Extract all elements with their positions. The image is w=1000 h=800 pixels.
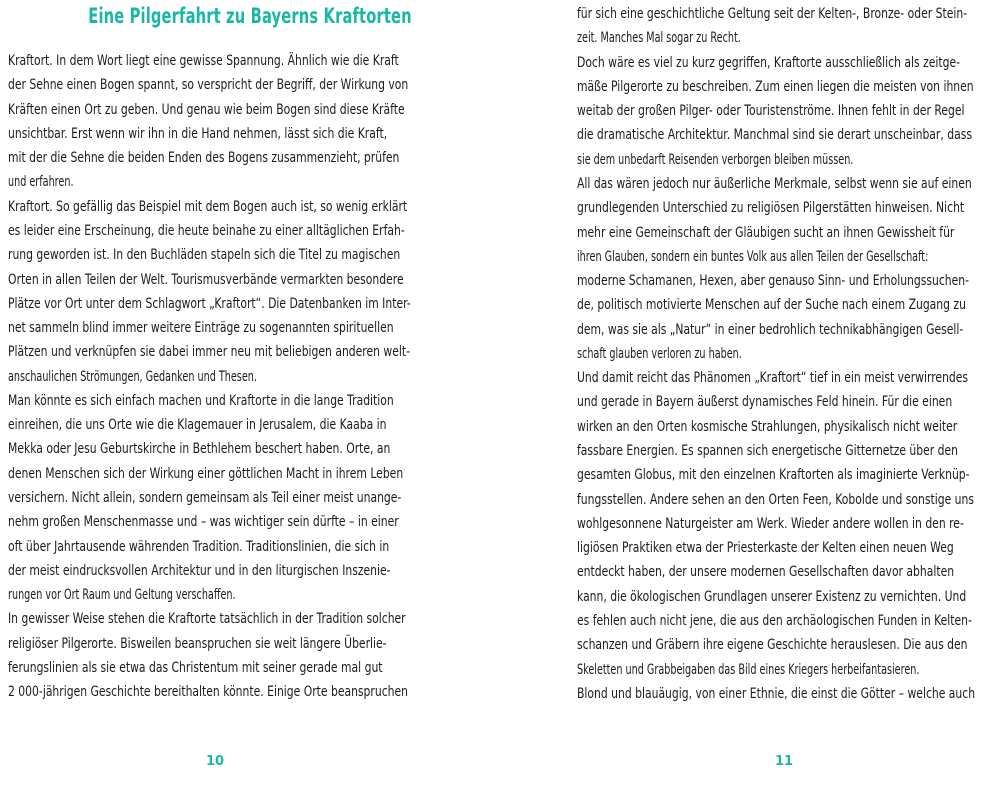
text-line: Plätze vor Ort unter dem Schlagwort „Kraftort“. Die Datenbanken im Inter- — [8, 294, 411, 312]
text-line: unsichtbar. Erst wenn wir ihn in die Hand nehmen, lässt sich die Kraft, — [8, 124, 388, 142]
text-line: mäße Pilgerorte zu beschreiben. Zum einen liegen die meisten von ihnen — [577, 77, 974, 95]
left-page-number: 10 — [205, 754, 225, 769]
text-line: In gewisser Weise stehen die Kraftorte tatsächlich in der Tradition solcher — [8, 610, 406, 628]
text-line: Plätzen und verknüpfen sie dabei immer neu mit beliebigen anderen welt- — [8, 343, 411, 361]
text-line: und erfahren. — [8, 173, 74, 191]
text-line: religiöser Pilgerorte. Bisweilen beanspruchen sie weit längere Überlie- — [8, 634, 387, 652]
text-line: denen Menschen sich der Wirkung einer göttlichen Macht in ihrem Leben — [8, 464, 404, 482]
text-line: der meist eindrucksvollen Architektur und in den liturgischen Inszenie- — [8, 561, 391, 579]
text-line: für sich eine geschichtliche Geltung seit der Kelten-, Bronze- oder Stein- — [577, 5, 968, 22]
text-line: mit der die Sehne die beiden Enden des Bogens zusammenzieht, prüfen — [8, 149, 400, 167]
text-line: Und damit reicht das Phänomen „Kraftort“ tief in ein meist verwirrendes — [577, 369, 969, 387]
text-line: wohlgesonnene Naturgeister am Werk. Wieder andere wollen in den re- — [577, 514, 964, 532]
text-line: mehr eine Gemeinschaft der Gläubigen sucht an ihnen Gewissheit für — [577, 223, 955, 241]
text-line: Blond und blauäugig, von einer Ethnie, die einst die Götter – welche auch — [577, 684, 976, 702]
text-line: rung geworden ist. In den Buchläden stapeln sich die Titel zu magischen — [8, 246, 401, 264]
text-line: Kraftort. In dem Wort liegt eine gewisse Spannung. Ähnlich wie die Kraft — [8, 52, 399, 69]
text-line: anschaulichen Strömungen, Gedanken und Thesen. — [8, 367, 257, 385]
text-line: 2 000-jährigen Geschichte bereithalten könnte. Einige Orte beanspruchen — [8, 683, 408, 701]
text-line: die dramatische Architektur. Manchmal sind sie derart unscheinbar, dass — [577, 126, 972, 144]
text-line: All das wären jedoch nur äußerliche Merkmale, selbst wenn sie auf einen — [577, 174, 972, 192]
text-line: rungen vor Ort Raum und Geltung verschaffen. — [8, 586, 236, 604]
text-line: der Sehne einen Bogen spannt, so verspricht der Begriff, der Wirkung von — [8, 76, 409, 94]
text-line: entdeckt haben, der unsere modernen Gesellschaften davor abhalten — [577, 563, 955, 581]
text-line: net sammeln blind immer weitere Einträge zu sogenannten spirituellen — [8, 319, 394, 337]
text-line: weitab der großen Pilger- oder Touristenströme. Ihnen fehlt in der Regel — [577, 102, 965, 120]
text-line: ferungslinien als sie etwa das Christentum mit seiner gerade mal gut — [8, 659, 383, 676]
text-line: ihren Glauben, sondern ein buntes Volk aus allen Teilen der Gesellschaft: — [577, 247, 929, 265]
text-line: Man könnte es sich einfach machen und Kraftorte in die lange Tradition — [8, 391, 394, 409]
text-line: Skeletten und Grabbeigaben das Bild eines Kriegers herbeifantasieren. — [577, 660, 920, 678]
text-line: de, politisch motivierte Menschen auf der Suche nach einem Zugang zu — [577, 296, 966, 314]
text-line: schaft glauben verloren zu haben. — [577, 344, 742, 362]
text-line: einreihen, die uns Orte wie die Klagemauer in Jerusalem, die Kaaba in — [8, 416, 387, 434]
text-line: dem, was sie als „Natur“ in einer bedrohlich technikabhängigen Gesell- — [577, 320, 964, 338]
text-line: fungsstellen. Andere sehen an den Orten Feen, Kobolde und sonstige uns — [577, 490, 974, 508]
text-line: gesamten Globus, mit den einzelnen Kraftorten als imaginierte Verknüp- — [577, 466, 970, 484]
text-line: oft über Jahrtausende währenden Tradition. Traditionslinien, die sich in — [8, 537, 390, 555]
text-line: kann, die ökologischen Grundlagen unserer Existenz zu vernichten. Und — [577, 587, 967, 605]
text-line: fassbare Energien. Es spannen sich energetische Gitternetze über den — [577, 442, 958, 460]
text-line: moderne Schamanen, Hexen, aber genauso Sinn- und Erholungssuchen- — [577, 272, 970, 290]
right-page — [500, 0, 1000, 800]
text-line: versichern. Nicht allein, sondern gemeinsam als Teil einer meist unange- — [8, 489, 402, 507]
chapter-title: Eine Pilgerfahrt zu Bayerns Kraftorten — [88, 4, 412, 28]
text-line: Orten in allen Teilen der Welt. Tourismusverbände vermarkten besondere — [8, 270, 404, 288]
text-line: es fehlen auch nicht jene, die aus den archäologischen Funden in Kelten- — [577, 612, 972, 629]
text-line: zeit. Manches Mal sogar zu Recht. — [577, 29, 741, 47]
text-line: Kräften einen Ort zu geben. Und genau wie beim Bogen sind diese Kräfte — [8, 100, 405, 118]
text-line: grundlegenden Unterschied zu religiösen Pilgerstätten hinweisen. Nicht — [577, 199, 965, 217]
right-page-number: 11 — [774, 754, 794, 769]
text-line: Doch wäre es viel zu kurz gegriffen, Kraftorte ausschließlich als zeitge- — [577, 53, 961, 71]
text-line: und gerade in Bayern äußerst dynamisches Feld hinein. Für die einen — [577, 393, 953, 411]
text-line: Kraftort. So gefällig das Beispiel mit dem Bogen auch ist, so wenig erklärt — [8, 197, 408, 215]
text-line: Mekka oder Jesu Geburtskirche in Bethlehem beschert haben. Orte, an — [8, 440, 391, 458]
text-line: es leider eine Erscheinung, die heute beinahe zu einer alltäglichen Erfah- — [8, 221, 405, 239]
text-line: wirken an den Orten kosmische Strahlungen, physikalisch nicht weiter — [577, 417, 958, 435]
text-line: ligiösen Praktiken etwa der Priesterkaste der Kelten einen neuen Weg — [577, 539, 954, 557]
text-line: sie dem unbedarft Reisenden verborgen bleiben müssen. — [577, 150, 854, 168]
text-line: schanzen und Gräbern ihre eigene Geschichte herauslesen. Die aus den — [577, 636, 968, 654]
text-line: nehm großen Menschenmasse und – was wichtiger sein dürfte – in einer — [8, 513, 399, 531]
